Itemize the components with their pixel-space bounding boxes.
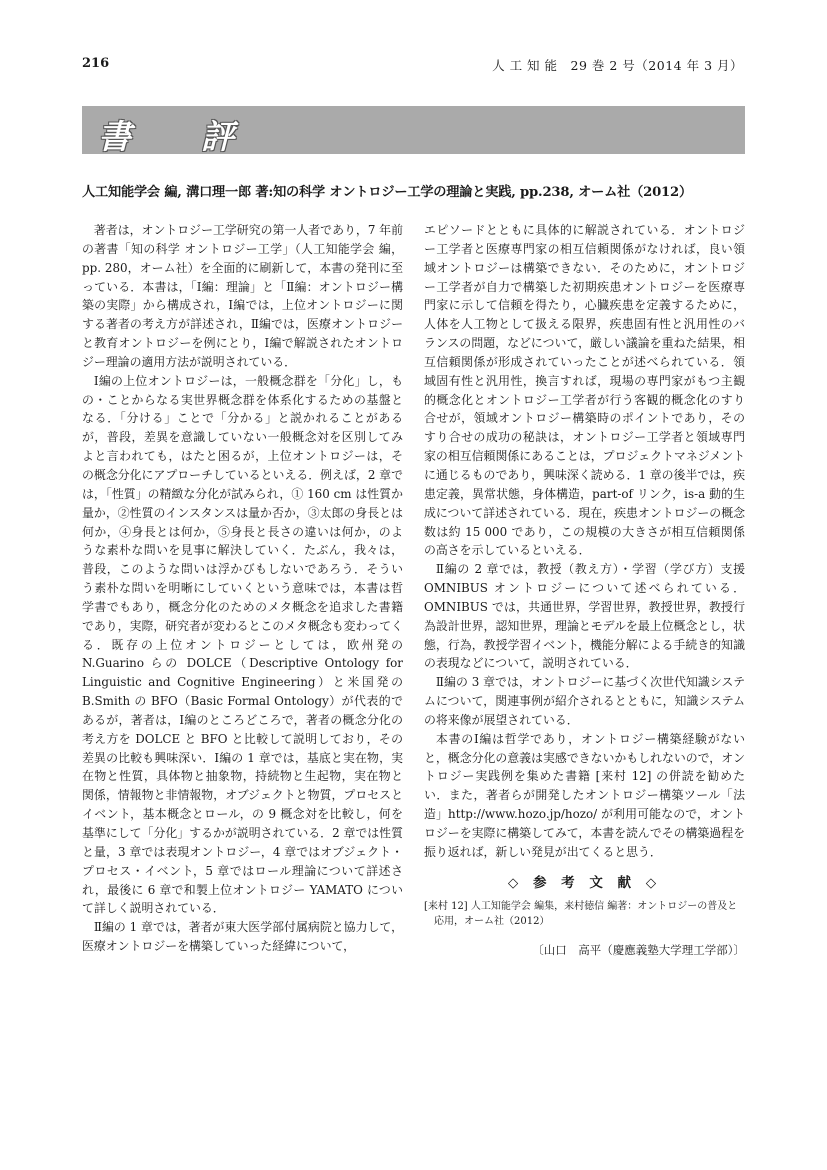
book-title: 人工知能学会 編, 溝口理一郎 著:知の科学 オントロジー工学の理論と実践, pp.238, オーム社（2012） xyxy=(82,185,692,200)
right-column xyxy=(424,221,745,959)
left-column xyxy=(82,221,403,956)
paragraph: Ⅱ編の 2 章では，教授（教え方）・学習（学び方）支援 OMNIBUS オントロジーについて述べられている．OMNIBUS では，共通世界，学習世界，教授世界，教授行為設計世界，認知世界，理論とモデルを最上位概念とし，状態，行為，教授学習イベント，機能分解による手続き的知識の表現などについて，説明されている． xyxy=(424,562,745,671)
reference-item: [来村 12] 人工知能学会 編集，来村徳信 編著：オントロジーの普及と応用，オーム社（2012） xyxy=(424,900,738,927)
references-heading: ◇ 参 考 文 献 ◇ xyxy=(507,874,662,891)
paragraph: エピソードとともに具体的に解説されている．オントロジー工学者と医療専門家の相互信頼関係がなければ，良い領域オントロジーは構築できない．そのために，オントロジー工学者が自力で構築した初期疾患オントロジーを医療専門家に示して信頼を得たり，心臓疾患を定義するために，人体を人工物として扱える限界，疾患固有性と汎用性のバランスの問題，などについて，厳しい議論を重ねた結果，相互信頼関係が形成されていったことが述べられている．領域固有性と汎用性，換言すれば，現場の専門家がもつ主観的概念化とオントロジー工学者が行う客観的概念化のすり合せが，領域オントロジー構築時のポイントであり，そのすり合せの成功の秘訣は，オントロジー工学者と領域専門家の相互信頼関係にあることは，プロジェクトマネジメントに通じるものであり，興味深く読める．1 章の後半では，疾患定義，異常状態，身体構造，part-of リンク，is-a 動的生成について詳述されている．現在，疾患オントロジーの概念数は約 15 000 であり，この規模の大きさが相互信頼関係の高さを示しているといえる． xyxy=(424,223,745,558)
page-number: 216 xyxy=(82,56,110,71)
journal-header: 人 工 知 能 29 巻 2 号（2014 年 3 月） xyxy=(492,58,743,73)
paragraph: Ⅱ編の 1 章では，著者が東大医学部付属病院と協力して，医療オントロジーを構築していった経緯について， xyxy=(82,920,403,954)
reviewer-credit: 〔山口 高平（慶應義塾大学理工学部）〕 xyxy=(532,942,745,957)
section-title: 書評 xyxy=(98,117,304,156)
section-banner xyxy=(82,106,745,154)
paragraph: 本書のⅠ編は哲学であり，オントロジー構築経験がないと，概念分化の意義は実感できないかもしれないので，オントロジー実践例を集めた書籍 [来村 12] の併読を勧めたい．また，著者らが開発したオントロジー構築ツール「法造」http://www.hozo.jp/hozo/ が利用可能なので，オントロジーを実際に構築してみて，本書を読んでその構築過程を振り返れば，新しい発見が出てくると思う． xyxy=(424,731,745,859)
paragraph: Ⅰ編の上位オントロジーは，一般概念群を「分化」し，もの・ことからなる実世界概念群を体系化するための基盤となる．「分ける」ことで「分かる」と説かれることがあるが，普段，差異を意識していない一般概念対を区別してみよと言われても，はたと困るが，上位オントロジーは，その概念分化にアプローチしているといえる．例えば，2 章では，「性質」の精緻な分化が試みられ，① 160 cm は性質か量か，②性質のインスタンスは量か否か，③太郎の身長とは何か，④身長とは何か，⑤身長と長さの違いは何か，のような素朴な問いを見事に解決していく．たぶん，我々は，普段，このような問いは浮かびもしないであろう．そういう素朴な問いを明晰にしていくという意味では，本書は哲学書でもあり，概念分化のためのメタ概念を追求した書籍であり，実際，研究者が変わるとこのメタ概念も変わってくる．既存の上位オントロジーとしては，欧州発の N.Guarino らの DOLCE（Descriptive Ontology for Linguistic and Cognitive Engineering）と米国発の B.Smith の BFO（Basic Formal Ontology）が代表的であるが，著者は，Ⅰ編のところどころで，著者の概念分化の考え方を DOLCE と BFO と比較して説明しており，その差異の比較も興味深い．Ⅰ編の 1 章では，基底と実在物，実在物と性質，具体物と抽象物，持続物と生起物，実在物と関係，情報物と非情報物，オブジェクトと物質，プロセスとイベント，基本概念とロール，の 9 概念対を比較し，何を基準にして「分化」するかが説明されている．2 章では性質と量，3 章では表現オントロジー，4 章ではオブジェクト・プロセス・イベント，5 章ではロール理論について詳述され，最後に 6 章で和製上位オントロジー YAMATO について詳しく説明されている． xyxy=(82,373,403,916)
paragraph: Ⅱ編の 3 章では，オントロジーに基づく次世代知識システムについて，関連事例が紹介されるとともに，知識システムの将来像が展望されている． xyxy=(424,675,745,727)
paragraph: 著者は，オントロジー工学研究の第一人者であり，7 年前の著書「知の科学 オントロジー工学」（人工知能学会 編，pp. 280，オーム社）を全面的に刷新して，本書の発刊に至っている．本書は，「Ⅰ編：理論」と「Ⅱ編：オントロジー構築の実際」から構成され，Ⅰ編では，上位オントロジーに関する著者の考え方が詳述され，Ⅱ編では，医療オントロジーと教育オントロジーを例にとり，Ⅰ編で解説されたオントロジー理論の適用方法が説明されている． xyxy=(82,223,403,369)
